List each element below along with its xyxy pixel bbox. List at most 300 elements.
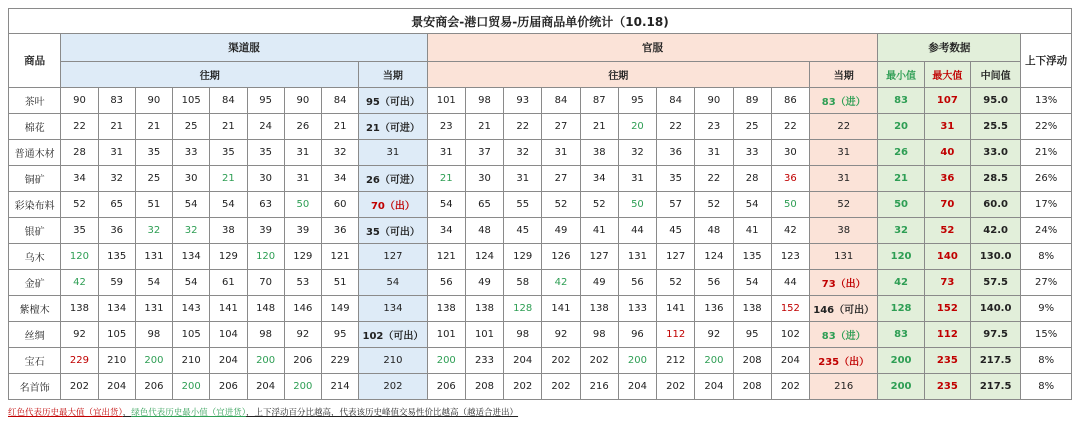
official-past-cell: 123 (771, 244, 809, 270)
official-past-cell: 22 (771, 114, 809, 140)
channel-current-cell: 202 (359, 374, 427, 400)
channel-past-cell: 98 (135, 322, 172, 348)
footnote-segment: ，上下浮动百分比越高，代表该历史峰值交易性价比越高（越适合进出） (246, 408, 519, 418)
channel-past-cell: 28 (61, 140, 98, 166)
channel-past-cell: 31 (98, 140, 135, 166)
official-past-cell: 52 (657, 270, 695, 296)
official-past-cell: 31 (542, 140, 580, 166)
fluctuation-cell: 8% (1021, 244, 1072, 270)
channel-past-cell: 21 (210, 166, 247, 192)
price-statistics-sheet (8, 8, 1072, 418)
official-past-cell: 136 (695, 296, 733, 322)
channel-past-cell: 59 (98, 270, 135, 296)
official-past-cell: 127 (657, 244, 695, 270)
channel-past-cell: 148 (247, 296, 284, 322)
channel-past-cell: 51 (135, 192, 172, 218)
official-past-cell: 37 (465, 140, 503, 166)
channel-past-cell: 63 (247, 192, 284, 218)
channel-past-cell: 34 (321, 166, 358, 192)
official-past-cell: 102 (771, 322, 809, 348)
channel-past-cell: 39 (247, 218, 284, 244)
channel-past-cell: 200 (135, 348, 172, 374)
channel-past-cell: 61 (210, 270, 247, 296)
fluctuation-cell: 15% (1021, 322, 1072, 348)
official-past-cell: 25 (733, 114, 771, 140)
channel-past-cell: 134 (98, 296, 135, 322)
official-past-cell: 22 (657, 114, 695, 140)
official-past-cell: 55 (504, 192, 542, 218)
official-past-cell: 23 (427, 114, 465, 140)
channel-past-cell: 95 (247, 88, 284, 114)
channel-past-cell: 90 (135, 88, 172, 114)
channel-past-cell: 32 (98, 166, 135, 192)
channel-past-cell: 53 (284, 270, 321, 296)
channel-server-header: 渠道服 (61, 34, 427, 62)
max-value-cell: 73 (924, 270, 970, 296)
channel-past-cell: 25 (135, 166, 172, 192)
channel-past-cell: 149 (321, 296, 358, 322)
channel-past-cell: 54 (210, 192, 247, 218)
official-past-cell: 54 (733, 270, 771, 296)
max-value-cell: 40 (924, 140, 970, 166)
channel-past-cell: 32 (321, 140, 358, 166)
channel-past-cell: 32 (135, 218, 172, 244)
official-past-cell: 92 (542, 322, 580, 348)
official-past-cell: 202 (771, 374, 809, 400)
official-past-cell: 204 (771, 348, 809, 374)
fluctuation-cell: 8% (1021, 348, 1072, 374)
official-past-cell: 45 (657, 218, 695, 244)
official-past-cell: 152 (771, 296, 809, 322)
channel-past-cell: 25 (173, 114, 210, 140)
official-past-cell: 208 (465, 374, 503, 400)
table-row (9, 218, 1072, 244)
official-past-cell: 48 (695, 218, 733, 244)
channel-past-cell: 30 (173, 166, 210, 192)
official-past-cell: 34 (427, 218, 465, 244)
official-past-cell: 96 (618, 322, 656, 348)
item-name-cell: 彩染布料 (9, 192, 61, 218)
official-past-cell: 208 (733, 374, 771, 400)
official-server-header: 官服 (427, 34, 878, 62)
fluctuation-cell: 26% (1021, 166, 1072, 192)
table-row (9, 88, 1072, 114)
max-header: 最大值 (924, 62, 970, 88)
mid-value-cell: 217.5 (970, 348, 1020, 374)
channel-past-cell: 54 (173, 192, 210, 218)
channel-past-cell: 33 (173, 140, 210, 166)
official-past-cell: 28 (733, 166, 771, 192)
channel-past-cell: 42 (61, 270, 98, 296)
official-past-cell: 50 (618, 192, 656, 218)
channel-current-cell: 134 (359, 296, 427, 322)
official-past-cell: 92 (695, 322, 733, 348)
official-past-cell: 84 (542, 88, 580, 114)
channel-past-cell: 24 (247, 114, 284, 140)
channel-past-cell: 229 (321, 348, 358, 374)
channel-past-cell: 129 (210, 244, 247, 270)
reference-data-header: 参考数据 (878, 34, 1021, 62)
channel-past-cell: 21 (210, 114, 247, 140)
min-value-cell: 83 (878, 322, 924, 348)
official-past-cell: 84 (657, 88, 695, 114)
channel-past-cell: 60 (321, 192, 358, 218)
item-name-cell: 铜矿 (9, 166, 61, 192)
table-row (9, 348, 1072, 374)
official-current-cell: 146（可出） (809, 296, 877, 322)
table-row (9, 374, 1072, 400)
official-past-cell: 22 (504, 114, 542, 140)
channel-past-cell: 131 (135, 244, 172, 270)
official-past-cell: 206 (427, 374, 465, 400)
channel-current-header: 当期 (359, 62, 427, 88)
channel-past-cell: 214 (321, 374, 358, 400)
official-current-cell: 131 (809, 244, 877, 270)
channel-past-cell: 50 (284, 192, 321, 218)
official-past-cell: 200 (427, 348, 465, 374)
channel-past-cell: 35 (210, 140, 247, 166)
official-past-cell: 202 (504, 374, 542, 400)
channel-current-cell: 26（可进） (359, 166, 427, 192)
official-past-cell: 202 (542, 374, 580, 400)
official-past-cell: 48 (465, 218, 503, 244)
channel-past-cell: 105 (98, 322, 135, 348)
mid-value-cell: 42.0 (970, 218, 1020, 244)
official-current-cell: 38 (809, 218, 877, 244)
mid-value-cell: 140.0 (970, 296, 1020, 322)
official-past-cell: 212 (657, 348, 695, 374)
min-value-cell: 200 (878, 374, 924, 400)
table-row (9, 322, 1072, 348)
channel-past-cell: 31 (284, 166, 321, 192)
mid-value-cell: 28.5 (970, 166, 1020, 192)
channel-past-cell: 26 (284, 114, 321, 140)
official-past-cell: 34 (580, 166, 618, 192)
official-past-cell: 57 (657, 192, 695, 218)
item-name-cell: 银矿 (9, 218, 61, 244)
item-name-cell: 棉花 (9, 114, 61, 140)
min-value-cell: 200 (878, 348, 924, 374)
channel-past-cell: 105 (173, 322, 210, 348)
channel-past-cell: 95 (321, 322, 358, 348)
fluctuation-cell: 22% (1021, 114, 1072, 140)
official-past-header: 往期 (427, 62, 809, 88)
mid-value-cell: 130.0 (970, 244, 1020, 270)
official-past-cell: 21 (465, 114, 503, 140)
official-past-cell: 33 (733, 140, 771, 166)
channel-past-header: 往期 (61, 62, 359, 88)
official-past-cell: 41 (580, 218, 618, 244)
official-past-cell: 138 (733, 296, 771, 322)
item-name-cell: 名首饰 (9, 374, 61, 400)
max-value-cell: 52 (924, 218, 970, 244)
official-past-cell: 56 (695, 270, 733, 296)
channel-past-cell: 210 (98, 348, 135, 374)
channel-past-cell: 206 (284, 348, 321, 374)
official-past-cell: 52 (580, 192, 618, 218)
channel-past-cell: 83 (98, 88, 135, 114)
channel-past-cell: 200 (173, 374, 210, 400)
channel-past-cell: 131 (135, 296, 172, 322)
channel-current-cell: 95（可出） (359, 88, 427, 114)
item-name-cell: 乌木 (9, 244, 61, 270)
channel-past-cell: 38 (210, 218, 247, 244)
official-past-cell: 124 (465, 244, 503, 270)
max-value-cell: 70 (924, 192, 970, 218)
channel-current-cell: 21（可进） (359, 114, 427, 140)
channel-current-cell: 210 (359, 348, 427, 374)
channel-past-cell: 206 (135, 374, 172, 400)
official-past-cell: 216 (580, 374, 618, 400)
channel-past-cell: 105 (173, 88, 210, 114)
channel-past-cell: 141 (210, 296, 247, 322)
official-past-cell: 45 (504, 218, 542, 244)
official-current-cell: 31 (809, 166, 877, 192)
channel-past-cell: 92 (61, 322, 98, 348)
official-past-cell: 30 (771, 140, 809, 166)
item-name-cell: 金矿 (9, 270, 61, 296)
official-current-cell: 22 (809, 114, 877, 140)
official-past-cell: 202 (580, 348, 618, 374)
max-value-cell: 36 (924, 166, 970, 192)
official-past-cell: 200 (695, 348, 733, 374)
table-row (9, 114, 1072, 140)
official-past-cell: 95 (618, 88, 656, 114)
official-past-cell: 128 (504, 296, 542, 322)
fluctuation-cell: 13% (1021, 88, 1072, 114)
official-past-cell: 89 (733, 88, 771, 114)
official-current-cell: 73（出） (809, 270, 877, 296)
official-past-cell: 98 (580, 322, 618, 348)
min-value-cell: 20 (878, 114, 924, 140)
footnote-segment: 红色代表历史最大值（宜出货） (8, 408, 123, 418)
fluctuation-header: 上下浮动 (1021, 34, 1072, 88)
channel-past-cell: 36 (321, 218, 358, 244)
official-past-cell: 36 (771, 166, 809, 192)
official-past-cell: 101 (465, 322, 503, 348)
max-value-cell: 235 (924, 374, 970, 400)
item-name-cell: 普通木材 (9, 140, 61, 166)
official-past-cell: 129 (504, 244, 542, 270)
min-value-cell: 120 (878, 244, 924, 270)
channel-past-cell: 70 (247, 270, 284, 296)
mid-value-cell: 33.0 (970, 140, 1020, 166)
official-past-cell: 49 (580, 270, 618, 296)
official-past-cell: 202 (657, 374, 695, 400)
channel-past-cell: 120 (247, 244, 284, 270)
channel-past-cell: 84 (210, 88, 247, 114)
table-row (9, 296, 1072, 322)
channel-current-cell: 102（可出） (359, 322, 427, 348)
official-past-cell: 101 (427, 88, 465, 114)
official-past-cell: 86 (771, 88, 809, 114)
official-past-cell: 204 (695, 374, 733, 400)
official-past-cell: 58 (504, 270, 542, 296)
table-row (9, 192, 1072, 218)
official-past-cell: 138 (580, 296, 618, 322)
channel-past-cell: 30 (247, 166, 284, 192)
official-past-cell: 32 (618, 140, 656, 166)
official-past-cell: 49 (465, 270, 503, 296)
channel-past-cell: 229 (61, 348, 98, 374)
sheet-title: 景安商会-港口贸易-历届商品单价统计（10.18) (9, 9, 1072, 34)
channel-past-cell: 210 (173, 348, 210, 374)
footnote (8, 406, 1072, 418)
official-past-cell: 52 (695, 192, 733, 218)
max-value-cell: 112 (924, 322, 970, 348)
channel-past-cell: 90 (284, 88, 321, 114)
official-past-cell: 233 (465, 348, 503, 374)
channel-past-cell: 206 (210, 374, 247, 400)
channel-past-cell: 22 (61, 114, 98, 140)
official-past-cell: 54 (427, 192, 465, 218)
channel-past-cell: 202 (61, 374, 98, 400)
official-past-cell: 202 (542, 348, 580, 374)
channel-past-cell: 34 (61, 166, 98, 192)
channel-past-cell: 134 (173, 244, 210, 270)
channel-current-cell: 54 (359, 270, 427, 296)
channel-past-cell: 35 (247, 140, 284, 166)
channel-past-cell: 21 (321, 114, 358, 140)
channel-past-cell: 121 (321, 244, 358, 270)
min-value-cell: 42 (878, 270, 924, 296)
official-past-cell: 20 (618, 114, 656, 140)
official-past-cell: 87 (580, 88, 618, 114)
official-past-cell: 22 (695, 166, 733, 192)
official-past-cell: 21 (427, 166, 465, 192)
min-value-cell: 21 (878, 166, 924, 192)
channel-past-cell: 90 (61, 88, 98, 114)
official-past-cell: 93 (504, 88, 542, 114)
min-value-cell: 32 (878, 218, 924, 244)
min-value-cell: 26 (878, 140, 924, 166)
official-past-cell: 54 (733, 192, 771, 218)
official-past-cell: 44 (618, 218, 656, 244)
max-value-cell: 107 (924, 88, 970, 114)
official-past-cell: 31 (618, 166, 656, 192)
official-current-cell: 235（出） (809, 348, 877, 374)
channel-past-cell: 92 (284, 322, 321, 348)
official-past-cell: 101 (427, 322, 465, 348)
official-current-cell: 83（进） (809, 88, 877, 114)
official-past-cell: 49 (542, 218, 580, 244)
channel-past-cell: 204 (210, 348, 247, 374)
table-row (9, 244, 1072, 270)
channel-past-cell: 39 (284, 218, 321, 244)
min-value-cell: 128 (878, 296, 924, 322)
official-past-cell: 112 (657, 322, 695, 348)
official-past-cell: 127 (580, 244, 618, 270)
official-past-cell: 98 (465, 88, 503, 114)
official-past-cell: 36 (657, 140, 695, 166)
mid-value-cell: 95.0 (970, 88, 1020, 114)
official-past-cell: 41 (733, 218, 771, 244)
official-current-header: 当期 (809, 62, 877, 88)
channel-past-cell: 138 (61, 296, 98, 322)
official-past-cell: 56 (427, 270, 465, 296)
official-past-cell: 31 (504, 166, 542, 192)
fluctuation-cell: 24% (1021, 218, 1072, 244)
official-past-cell: 38 (580, 140, 618, 166)
official-past-cell: 141 (657, 296, 695, 322)
channel-past-cell: 35 (61, 218, 98, 244)
channel-current-cell: 127 (359, 244, 427, 270)
official-past-cell: 135 (733, 244, 771, 270)
official-past-cell: 42 (771, 218, 809, 244)
channel-past-cell: 32 (173, 218, 210, 244)
official-past-cell: 141 (542, 296, 580, 322)
fluctuation-cell: 8% (1021, 374, 1072, 400)
channel-past-cell: 65 (98, 192, 135, 218)
official-past-cell: 90 (695, 88, 733, 114)
item-header: 商品 (9, 34, 61, 88)
official-past-cell: 21 (580, 114, 618, 140)
channel-past-cell: 31 (284, 140, 321, 166)
official-past-cell: 124 (695, 244, 733, 270)
official-past-cell: 138 (465, 296, 503, 322)
min-value-cell: 50 (878, 192, 924, 218)
official-past-cell: 204 (504, 348, 542, 374)
channel-past-cell: 200 (284, 374, 321, 400)
official-current-cell: 216 (809, 374, 877, 400)
min-header: 最小值 (878, 62, 924, 88)
channel-current-cell: 35（可出） (359, 218, 427, 244)
channel-past-cell: 84 (321, 88, 358, 114)
channel-current-cell: 31 (359, 140, 427, 166)
channel-past-cell: 143 (173, 296, 210, 322)
table-row (9, 166, 1072, 192)
max-value-cell: 140 (924, 244, 970, 270)
channel-past-cell: 21 (135, 114, 172, 140)
mid-value-cell: 217.5 (970, 374, 1020, 400)
official-past-cell: 32 (504, 140, 542, 166)
official-past-cell: 52 (542, 192, 580, 218)
price-table (8, 8, 1072, 400)
item-name-cell: 丝绸 (9, 322, 61, 348)
max-value-cell: 31 (924, 114, 970, 140)
channel-past-cell: 204 (98, 374, 135, 400)
channel-past-cell: 135 (98, 244, 135, 270)
official-past-cell: 31 (427, 140, 465, 166)
channel-past-cell: 200 (247, 348, 284, 374)
channel-past-cell: 104 (210, 322, 247, 348)
fluctuation-cell: 27% (1021, 270, 1072, 296)
official-current-cell: 52 (809, 192, 877, 218)
official-past-cell: 42 (542, 270, 580, 296)
channel-past-cell: 35 (135, 140, 172, 166)
channel-past-cell: 129 (284, 244, 321, 270)
table-row (9, 140, 1072, 166)
mid-header: 中间值 (970, 62, 1020, 88)
channel-current-cell: 70（出） (359, 192, 427, 218)
channel-past-cell: 204 (247, 374, 284, 400)
channel-past-cell: 54 (173, 270, 210, 296)
official-past-cell: 50 (771, 192, 809, 218)
official-past-cell: 65 (465, 192, 503, 218)
fluctuation-cell: 9% (1021, 296, 1072, 322)
channel-past-cell: 146 (284, 296, 321, 322)
max-value-cell: 235 (924, 348, 970, 374)
official-past-cell: 44 (771, 270, 809, 296)
channel-past-cell: 52 (61, 192, 98, 218)
channel-past-cell: 51 (321, 270, 358, 296)
mid-value-cell: 25.5 (970, 114, 1020, 140)
fluctuation-cell: 17% (1021, 192, 1072, 218)
official-past-cell: 35 (657, 166, 695, 192)
table-row (9, 270, 1072, 296)
official-past-cell: 30 (465, 166, 503, 192)
official-current-cell: 83（进） (809, 322, 877, 348)
